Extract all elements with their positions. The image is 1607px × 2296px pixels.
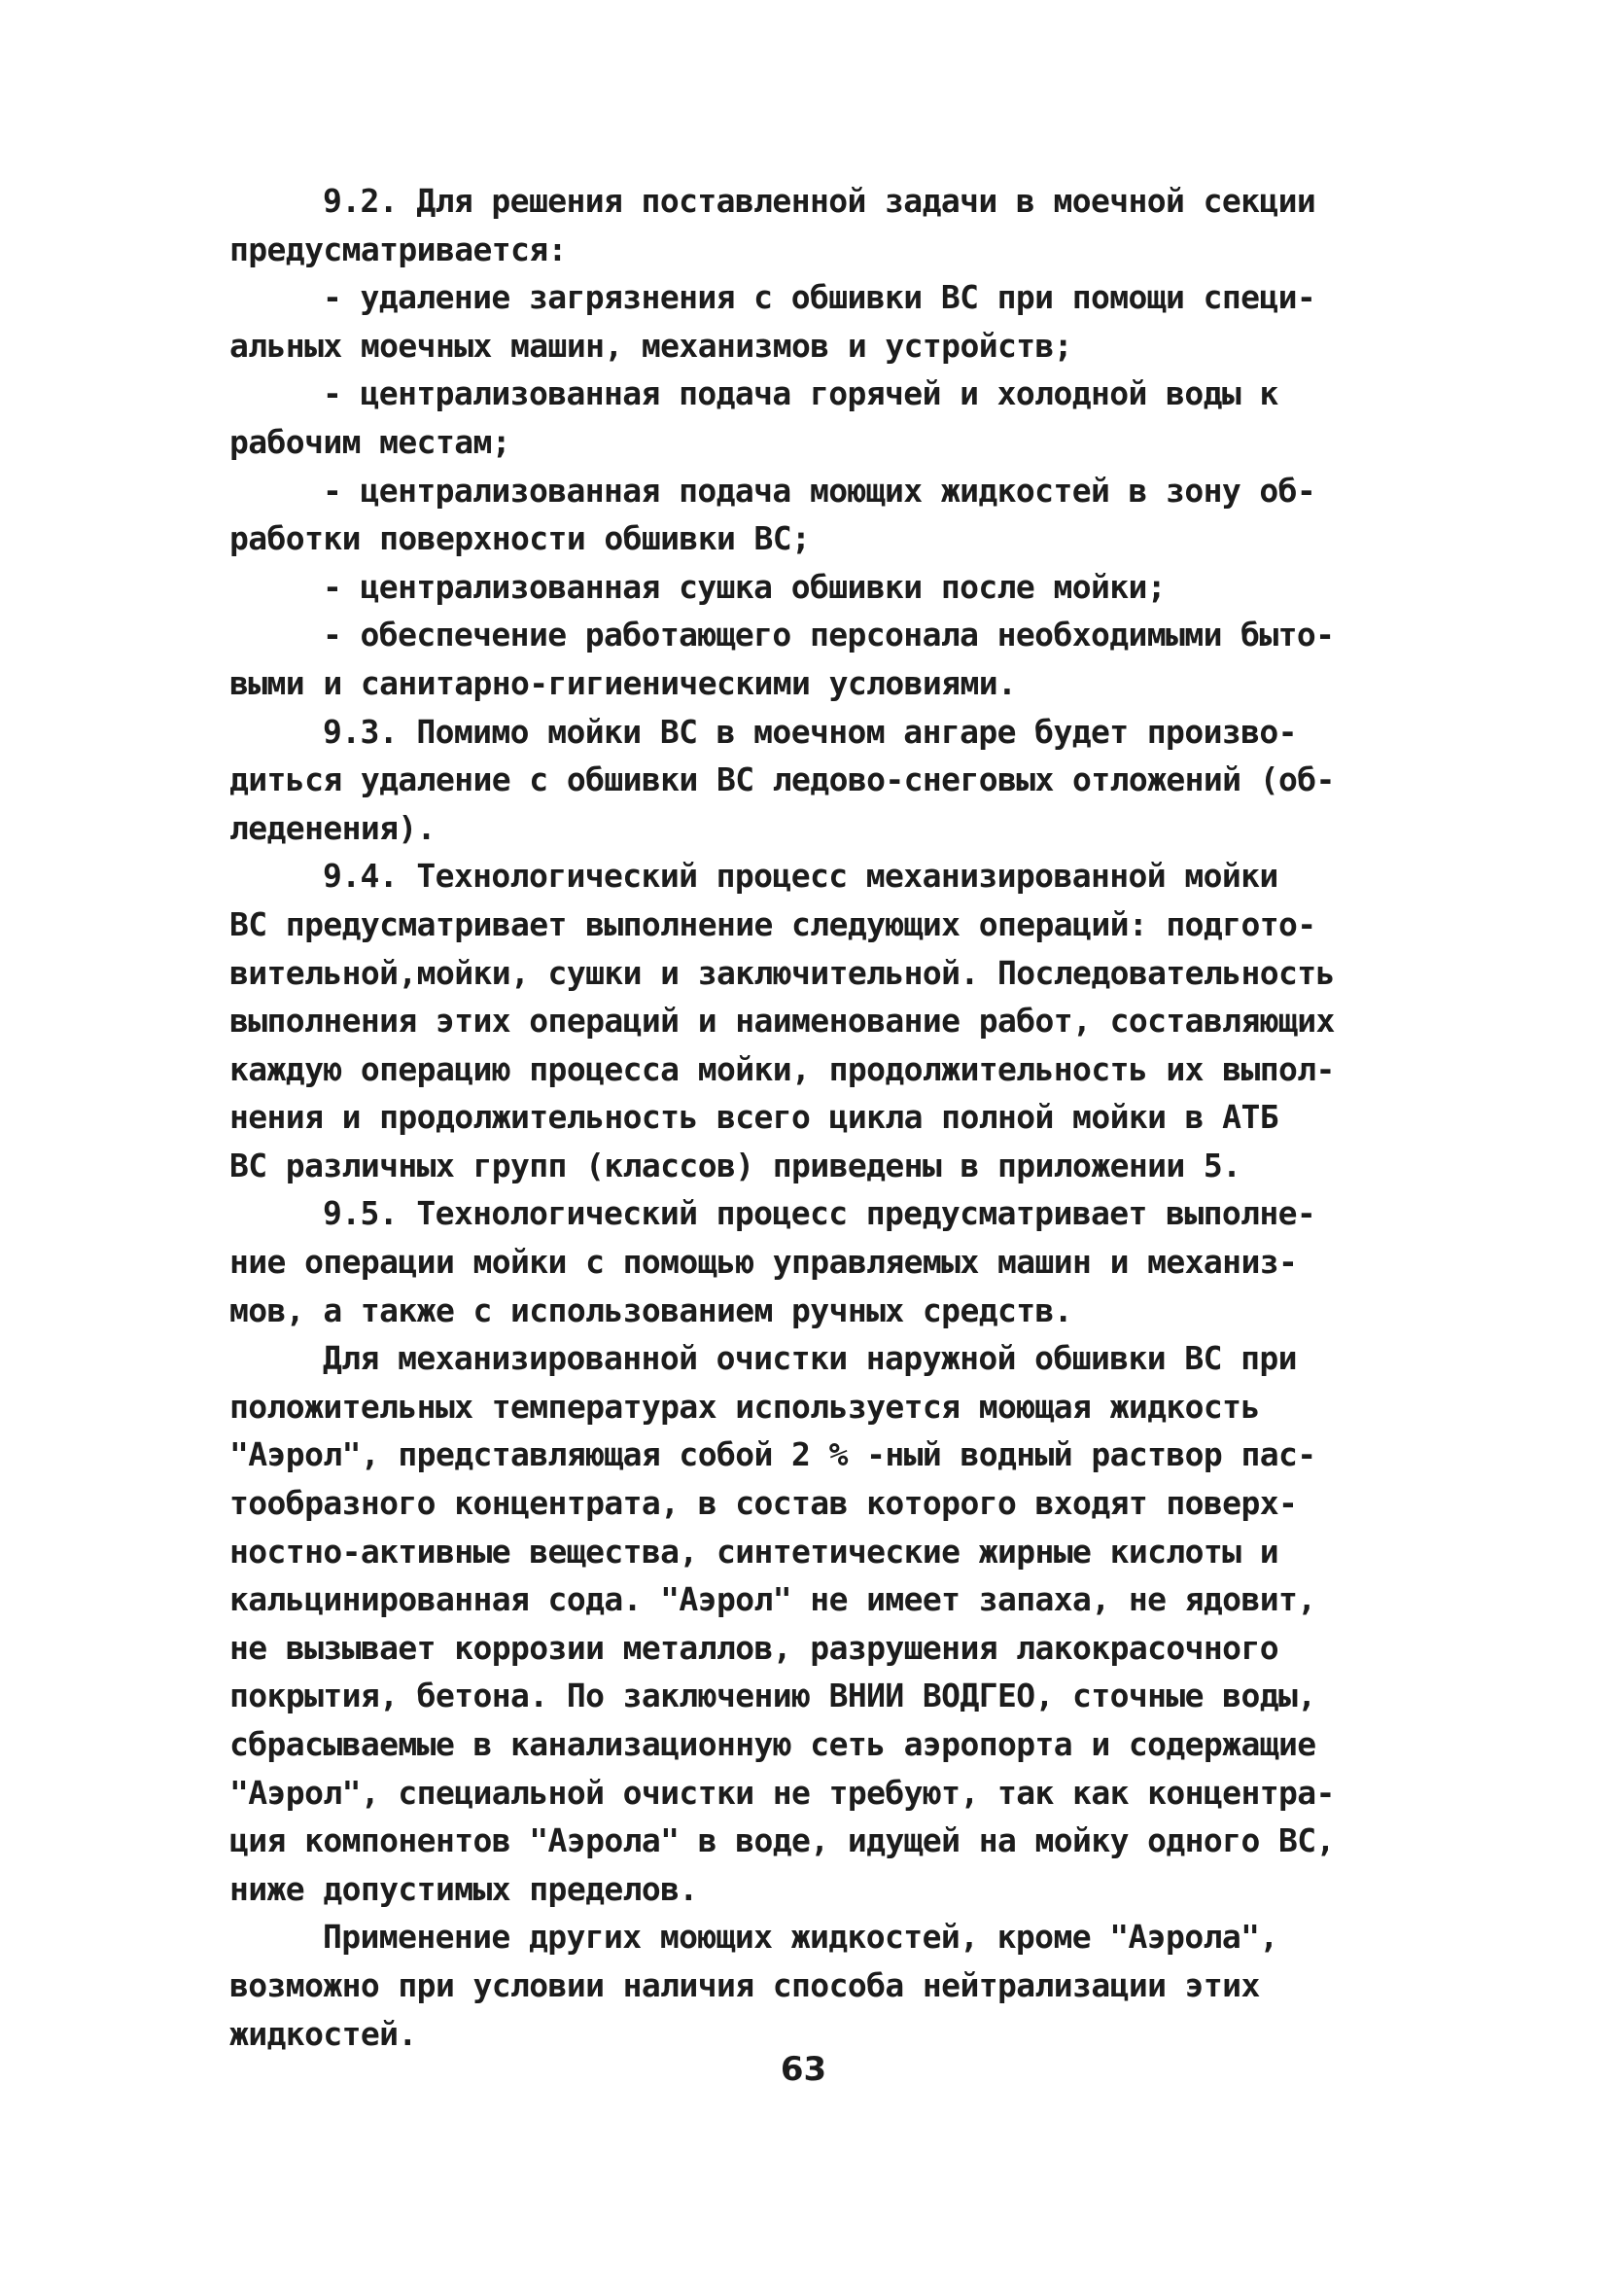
text-line: ция компонентов "Аэрола" в воде, идущей на мойку одного ВС, [229, 1821, 1335, 1860]
text-line: ВС различных групп (классов) приведены в приложении 5. [229, 1146, 1241, 1184]
text-line: вительной,мойки, сушки и заключительной. Последовательность [229, 953, 1335, 992]
text-line: выми и санитарно-гигиеническими условиями. [229, 663, 1017, 702]
text-line: кальцинированная сода. "Аэрол" не имеет запаха, не ядовит, [229, 1580, 1316, 1619]
text-line: мов, а также с использованием ручных средств. [229, 1290, 1073, 1329]
text-line: каждую операцию процесса мойки, продолжительность их выпол- [229, 1049, 1335, 1088]
text-line: "Аэрол", представляющая собой 2 % -ный водный раствор пас- [229, 1435, 1316, 1474]
text-line: рабочим местам; [229, 422, 511, 461]
text-line: ниже допустимых пределов. [229, 1869, 698, 1908]
text-line: 9.2. Для решения поставленной задачи в моечной секции [323, 182, 1316, 220]
text-line: Для механизированной очистки наружной обшивки ВС при [323, 1339, 1297, 1378]
text-line: 9.5. Технологический процесс предусматривает выполне- [323, 1194, 1316, 1233]
text-line: - централизованная подача горячей и холодной воды к [323, 374, 1278, 413]
text-line: нения и продолжительность всего цикла полной мойки в АТБ [229, 1098, 1278, 1137]
text-line: положительных температурах используется моющая жидкость [229, 1387, 1260, 1426]
text-line: тообразного концентрата, в состав которого входят поверх- [229, 1484, 1298, 1523]
text-line: - обеспечение работающего персонала необходимыми быто- [323, 616, 1335, 654]
text-line: - централизованная подача моющих жидкостей в зону об- [323, 471, 1316, 510]
text-line: альных моечных машин, механизмов и устройств; [229, 326, 1073, 365]
text-line: возможно при условии наличия способа нейтрализации этих [229, 1965, 1260, 2004]
text-line: ВС предусматривает выполнение следующих операций: подгото- [229, 904, 1316, 943]
text-line: не вызывает коррозии металлов, разрушения лакокрасочного [229, 1628, 1278, 1667]
text-line: Применение других моющих жидкостей, кроме "Аэрола", [323, 1918, 1278, 1957]
text-line: жидкостей. [229, 2014, 417, 2053]
text-line: "Аэрол", специальной очистки не требуют, так как концентра- [229, 1773, 1335, 1812]
text-line: покрытия, бетона. По заключению ВНИИ ВОДГЕО, сточные воды, [229, 1677, 1316, 1715]
text-line: выполнения этих операций и наименование работ, составляющих [229, 1002, 1335, 1041]
text-line: сбрасываемые в канализационную сеть аэропорта и содержащие [229, 1725, 1316, 1763]
text-line: леденения). [229, 808, 436, 847]
page-number: 63 [780, 2050, 827, 2089]
text-line: 9.4. Технологический процесс механизированной мойки [323, 857, 1278, 896]
text-line: ностно-активные вещества, синтетические жирные кислоты и [229, 1532, 1278, 1571]
text-line: ние операции мойки с помощью управляемых машин и механиз- [229, 1243, 1298, 1282]
text-line: - централизованная сушка обшивки после мойки; [323, 567, 1167, 606]
text-line: 9.3. Помимо мойки ВС в моечном ангаре будет произво- [323, 712, 1297, 751]
text-line: работки поверхности обшивки ВС; [229, 519, 811, 558]
text-line: предусматривается: [229, 230, 567, 268]
body-text [229, 177, 1386, 2058]
text-line: - удаление загрязнения с обшивки ВС при помощи специ- [323, 278, 1316, 317]
text-line: диться удаление с обшивки ВС ледово-снеговых отложений (об- [229, 760, 1335, 799]
